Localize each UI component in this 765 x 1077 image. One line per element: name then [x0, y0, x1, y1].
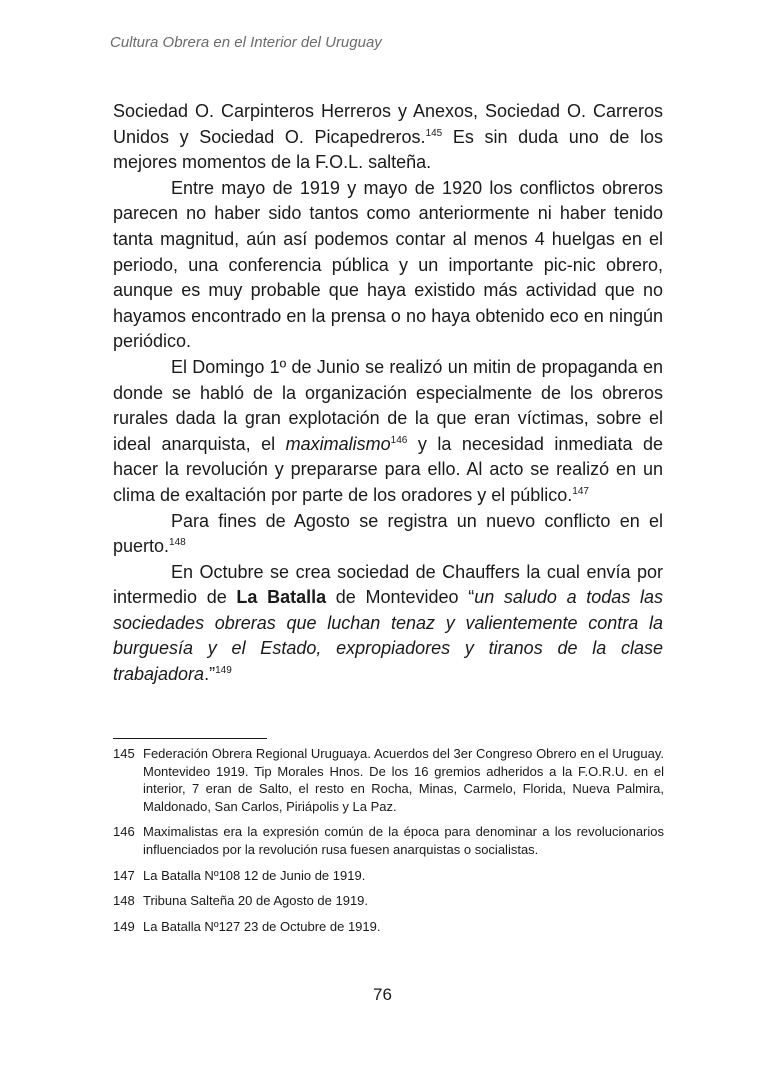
footnote-ref: 149	[215, 665, 232, 677]
footnote-148	[113, 892, 664, 910]
paragraph-text: Para fines de Agosto se registra un nuevo conflicto en el puerto.	[113, 510, 663, 557]
paragraph-text: Es sin duda uno de los mejores momentos de la F.O.L. salteña.	[113, 126, 663, 173]
paragraph-text: de Montevideo “	[326, 587, 475, 608]
footnote-147	[113, 867, 664, 885]
paragraph-5	[113, 560, 663, 688]
newspaper-title: La Batalla	[236, 587, 327, 608]
footnote-149	[113, 918, 664, 936]
footnote-number: 149	[113, 918, 135, 934]
footnote-text: La Batalla Nº127 23 de Octubre de 1919.	[143, 918, 381, 934]
paragraph-text: El Domingo 1º de Junio se realizó un mitin de propaganda en donde se habló de la organización especialmente de los obreros rurales dada la gran explotación de la que eran víctimas, sobre el ideal anarquista, el	[113, 356, 663, 454]
paragraph-1	[113, 99, 663, 176]
emphasized-term: maximalismo	[285, 433, 391, 454]
paragraph-4	[113, 509, 663, 560]
paragraph-text: En Octubre se crea sociedad de Chauffers la cual envía por intermedio de	[113, 561, 663, 608]
footnote-number: 146	[113, 824, 135, 840]
paragraph-text: y la necesidad inmediata de hacer la revolución y prepararse para ello. Al acto se realizó en un clima de exaltación por parte de los oradores y el público.	[113, 433, 663, 505]
footnote-text: La Batalla Nº108 12 de Junio de 1919.	[143, 867, 366, 883]
footnote-number: 147	[113, 867, 135, 883]
footnotes	[113, 745, 664, 943]
footnote-text: Maximalistas era la expresión común de la época para denominar a los revolucionarios influenciados por la revolución rusa fuesen anarquistas o socialistas.	[143, 824, 664, 857]
footnote-145	[113, 745, 664, 815]
footnote-number: 148	[113, 893, 135, 909]
footnote-text: Federación Obrera Regional Uruguaya. Acuerdos del 3er Congreso Obrero en el Uruguay. Montevideo 1919. Tip Morales Hnos. De los 16 gremios adheridos a la F.O.R.U. en el interior, 7 eran de Salto, el resto en Rocha, Minas, Carmelo, Florida, Nueva Palmira, Maldonado, San Carlos, Piriápolis y La Paz.	[143, 746, 664, 814]
footnote-ref: 148	[169, 537, 186, 549]
footnote-text: Tribuna Salteña 20 de Agosto de 1919.	[143, 893, 369, 909]
paragraph-2: Entre mayo de 1919 y mayo de 1920 los conflictos obreros parecen no haber sido tantos como anteriormente ni haber tenido tanta magnitud, aún así podemos contar al menos 4 huelgas en el periodo, una conferencia pública y un importante pic-nic obrero, aunque es muy probable que haya existido más actividad que no hayamos encontrado en la prensa o no haya obtenido eco en ningún periódico.	[113, 177, 663, 352]
footnote-divider	[113, 738, 267, 739]
footnote-146	[113, 823, 664, 858]
footnote-ref: 147	[572, 485, 589, 497]
paragraph-3	[113, 355, 663, 509]
footnote-ref: 145	[425, 127, 443, 139]
page-number: 76	[373, 985, 392, 1004]
footnote-number: 145	[113, 746, 135, 761]
paragraph-text: Sociedad O. Carpinteros Herreros y Anexos, Sociedad O. Carreros Unidos y Sociedad O. Picapedreros.	[113, 101, 663, 147]
paragraph-text: .”	[204, 664, 216, 685]
footnote-ref: 146	[390, 434, 408, 446]
quotation: un saludo a todas las sociedades obreras que luchan tenaz y valientemente contra la burguesía y el Estado, expropiadores y tiranos de la clase trabajadora	[113, 587, 663, 685]
body-text	[113, 99, 663, 688]
running-header: Cultura Obrera en el Interior del Uruguay	[110, 34, 382, 51]
